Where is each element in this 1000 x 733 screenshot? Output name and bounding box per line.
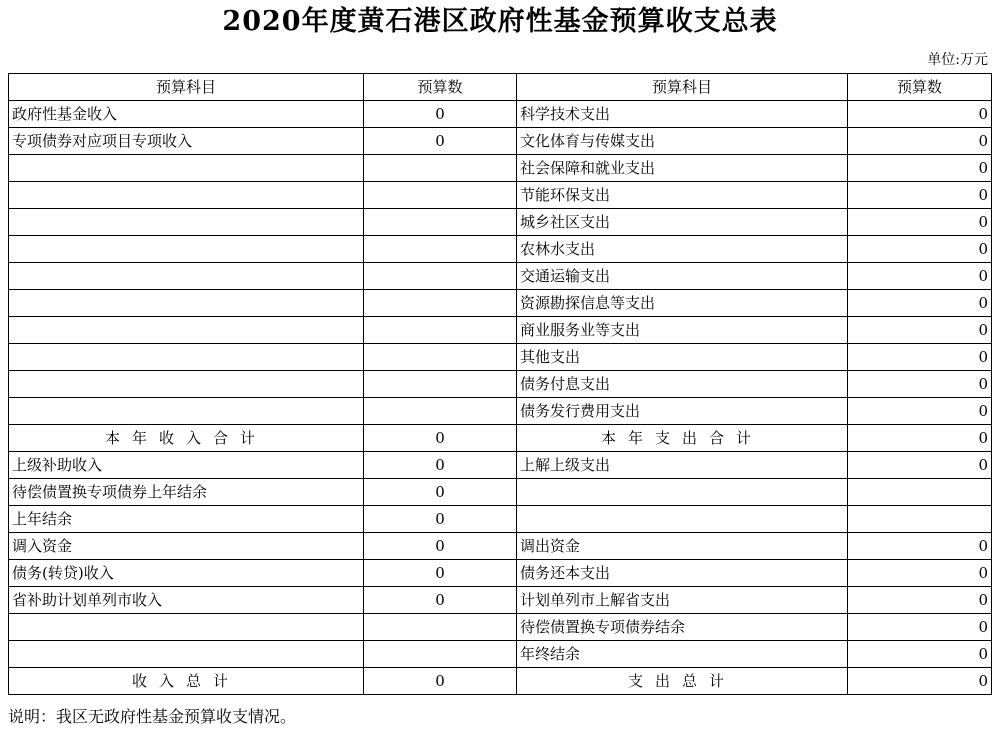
income-amount-cell <box>364 641 517 668</box>
table-row <box>9 614 992 641</box>
table-row <box>9 587 992 614</box>
income-amount-cell <box>364 614 517 641</box>
expense-subject-cell: 科学技术支出 <box>517 101 848 128</box>
income-subject-cell <box>9 317 364 344</box>
income-subject-cell <box>9 344 364 371</box>
income-amount-cell: 0 <box>364 452 517 479</box>
expense-amount-cell: 0 <box>848 155 992 182</box>
income-subject-cell: 专项债券对应项目专项收入 <box>9 128 364 155</box>
income-amount-cell <box>364 371 517 398</box>
expense-amount-cell: 0 <box>848 398 992 425</box>
table-row <box>9 398 992 425</box>
table-total-row <box>9 668 992 695</box>
table-row <box>9 479 992 506</box>
expense-amount-cell: 0 <box>848 290 992 317</box>
table-row <box>9 182 992 209</box>
expense-amount-cell: 0 <box>848 344 992 371</box>
expense-subject-cell: 节能环保支出 <box>517 182 848 209</box>
income-amount-cell: 0 <box>364 560 517 587</box>
expense-amount-cell: 0 <box>848 263 992 290</box>
table-row <box>9 533 992 560</box>
expense-amount-cell: 0 <box>848 587 992 614</box>
income-amount-cell <box>364 182 517 209</box>
expense-amount-cell <box>848 479 992 506</box>
table-header-row <box>9 74 992 101</box>
expense-subject-cell: 债务付息支出 <box>517 371 848 398</box>
table-row <box>9 452 992 479</box>
income-amount-cell <box>364 290 517 317</box>
header-left-subject: 预算科目 <box>9 74 364 101</box>
income-subject-cell: 上级补助收入 <box>9 452 364 479</box>
income-amount-cell: 0 <box>364 533 517 560</box>
expense-subject-cell: 城乡社区支出 <box>517 209 848 236</box>
expense-subject-cell: 待偿债置换专项债券结余 <box>517 614 848 641</box>
expense-amount-cell: 0 <box>848 452 992 479</box>
income-subject-cell: 调入资金 <box>9 533 364 560</box>
table-row <box>9 236 992 263</box>
expense-subject-cell: 商业服务业等支出 <box>517 317 848 344</box>
table-row <box>9 155 992 182</box>
income-amount-cell: 0 <box>364 425 517 452</box>
expense-subject-cell <box>517 479 848 506</box>
income-amount-cell: 0 <box>364 128 517 155</box>
header-left-amount: 预算数 <box>364 74 517 101</box>
footnote: 说明：我区无政府性基金预算收支情况。 <box>8 707 297 726</box>
expense-amount-cell: 0 <box>848 614 992 641</box>
expense-subject-cell: 文化体育与传媒支出 <box>517 128 848 155</box>
expense-amount-cell: 0 <box>848 209 992 236</box>
income-amount-cell: 0 <box>364 101 517 128</box>
income-subject-cell <box>9 263 364 290</box>
expense-amount-cell: 0 <box>848 668 992 695</box>
income-amount-cell <box>364 344 517 371</box>
expense-amount-cell <box>848 506 992 533</box>
expense-subject-cell: 计划单列市上解省支出 <box>517 587 848 614</box>
expense-amount-cell: 0 <box>848 182 992 209</box>
income-subject-cell <box>9 155 364 182</box>
income-subject-cell <box>9 641 364 668</box>
income-subject-cell: 债务(转贷)收入 <box>9 560 364 587</box>
income-subject-cell <box>9 614 364 641</box>
table-row <box>9 641 992 668</box>
table-total-row <box>9 425 992 452</box>
income-amount-cell: 0 <box>364 668 517 695</box>
expense-subject-cell: 交通运输支出 <box>517 263 848 290</box>
income-amount-cell <box>364 236 517 263</box>
expense-subject-cell: 资源勘探信息等支出 <box>517 290 848 317</box>
table-row <box>9 344 992 371</box>
table-row <box>9 371 992 398</box>
income-subject-cell <box>9 398 364 425</box>
income-amount-cell <box>364 317 517 344</box>
budget-table <box>8 73 992 695</box>
expense-subject-cell: 上解上级支出 <box>517 452 848 479</box>
income-amount-cell <box>364 209 517 236</box>
expense-subject-cell <box>517 506 848 533</box>
income-subject-cell: 待偿债置换专项债券上年结余 <box>9 479 364 506</box>
income-subject-cell <box>9 182 364 209</box>
table-row <box>9 290 992 317</box>
expense-amount-cell: 0 <box>848 317 992 344</box>
income-subject-cell: 上年结余 <box>9 506 364 533</box>
expense-subject-cell: 债务还本支出 <box>517 560 848 587</box>
table-row <box>9 317 992 344</box>
header-right-amount: 预算数 <box>848 74 992 101</box>
table-row <box>9 101 992 128</box>
expense-subject-cell: 年终结余 <box>517 641 848 668</box>
income-amount-cell: 0 <box>364 479 517 506</box>
income-subject-cell <box>9 209 364 236</box>
income-subject-cell: 省补助计划单列市收入 <box>9 587 364 614</box>
income-subject-cell <box>9 236 364 263</box>
income-subject-cell <box>9 371 364 398</box>
expense-amount-cell: 0 <box>848 641 992 668</box>
expense-amount-cell: 0 <box>848 425 992 452</box>
expense-subject-cell: 支出总计 <box>517 668 848 695</box>
table-row <box>9 263 992 290</box>
table-row <box>9 506 992 533</box>
expense-amount-cell: 0 <box>848 236 992 263</box>
income-amount-cell: 0 <box>364 587 517 614</box>
page-title: 2020年度黄石港区政府性基金预算收支总表 <box>222 6 778 37</box>
expense-amount-cell: 0 <box>848 560 992 587</box>
income-amount-cell <box>364 398 517 425</box>
expense-subject-cell: 社会保障和就业支出 <box>517 155 848 182</box>
income-subject-cell: 政府性基金收入 <box>9 101 364 128</box>
expense-amount-cell: 0 <box>848 101 992 128</box>
table-row <box>9 128 992 155</box>
expense-amount-cell: 0 <box>848 128 992 155</box>
income-subject-cell: 本年收入合计 <box>9 425 364 452</box>
income-subject-cell <box>9 290 364 317</box>
expense-amount-cell: 0 <box>848 533 992 560</box>
expense-amount-cell: 0 <box>848 371 992 398</box>
expense-subject-cell: 农林水支出 <box>517 236 848 263</box>
expense-subject-cell: 其他支出 <box>517 344 848 371</box>
expense-subject-cell: 本年支出合计 <box>517 425 848 452</box>
expense-subject-cell: 调出资金 <box>517 533 848 560</box>
table-row <box>9 560 992 587</box>
income-amount-cell: 0 <box>364 506 517 533</box>
table-row <box>9 209 992 236</box>
income-amount-cell <box>364 263 517 290</box>
income-amount-cell <box>364 155 517 182</box>
header-right-subject: 预算科目 <box>517 74 848 101</box>
unit-label: 单位:万元 <box>927 52 988 68</box>
expense-subject-cell: 债务发行费用支出 <box>517 398 848 425</box>
income-subject-cell: 收入总计 <box>9 668 364 695</box>
table-body <box>9 101 992 695</box>
